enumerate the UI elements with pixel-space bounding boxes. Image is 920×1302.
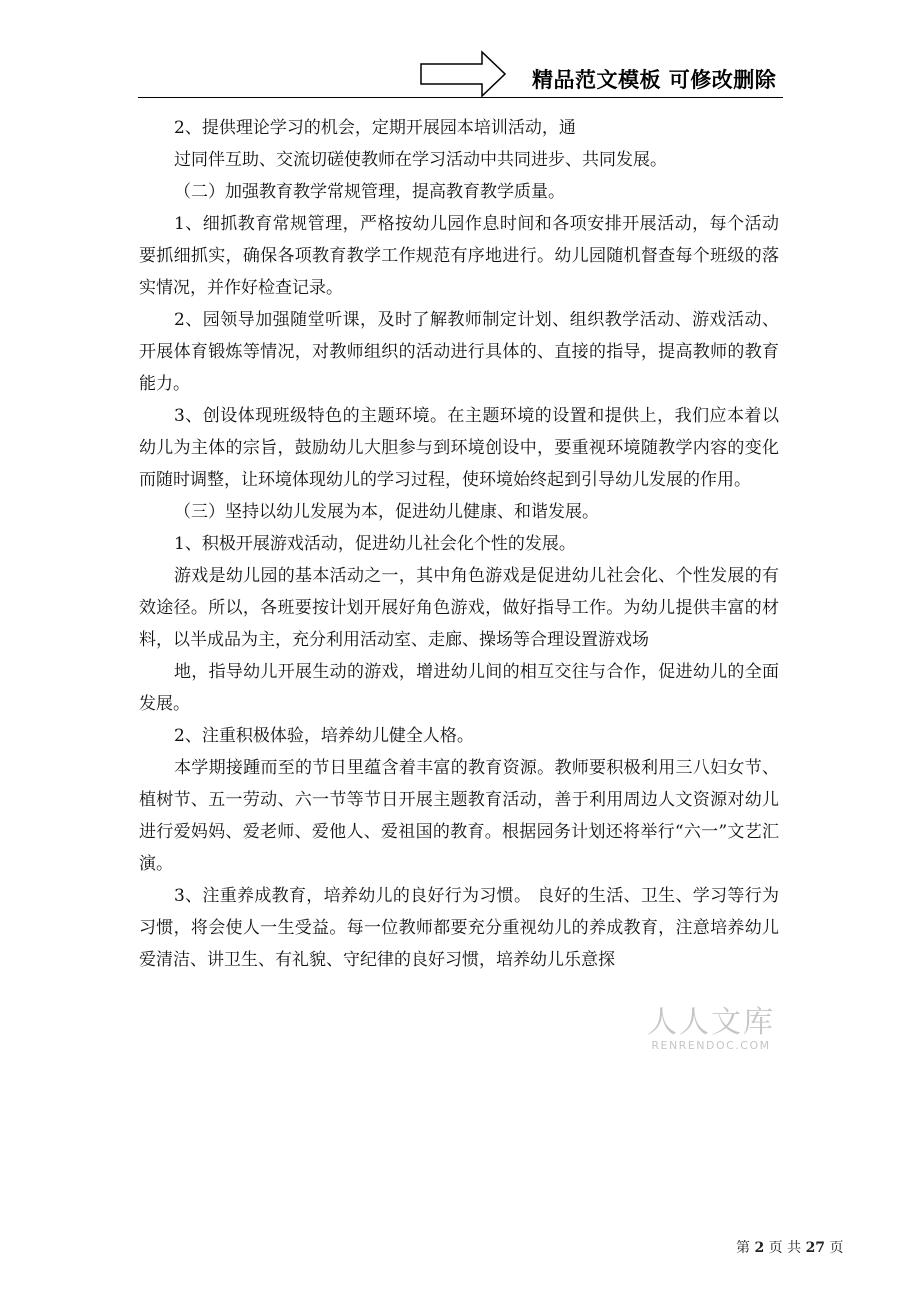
paragraph: 地，指导幼儿开展生动的游戏，增进幼儿间的相互交往与合作，促进幼儿的全面发展。 (139, 662, 779, 714)
page-footer (736, 1237, 844, 1257)
header-divider (138, 97, 783, 98)
paragraph: 2、园领导加强随堂听课，及时了解教师制定计划、组织教学活动、游戏活动、开展体育锻炼等情况，对教师组织的活动进行具体的、直接的指导，提高教师的教育能力。 (139, 310, 779, 394)
paragraph: 游戏是幼儿园的基本活动之一，其中角色游戏是促进幼儿社会化、个性发展的有效途径。所以，各班要按计划开展好角色游戏，做好指导工作。为幼儿提供丰富的材料，以半成品为主，充分利用活动室、走廊、操场等合理设置游戏场 (139, 566, 779, 650)
page-header (0, 0, 920, 100)
arrow-right-icon (420, 50, 506, 98)
footer-prefix: 第 (736, 1240, 750, 1256)
paragraph: 2、提供理论学习的机会，定期开展园本培训活动，通 (174, 118, 576, 138)
footer-middle: 页 共 (768, 1240, 802, 1256)
paragraph: 本学期接踵而至的节日里蕴含着丰富的教育资源。教师要积极利用三八妇女节、植树节、五一劳动、六一节等节日开展主题教育活动，善于利用周边人文资源对幼儿进行爱妈妈、爱老师、爱他人、爱祖国的教育。根据园务计划还将举行“六一”文艺汇演。 (139, 758, 779, 874)
section-heading: （三）坚持以幼儿发展为本，促进幼儿健康、和谐发展。 (174, 502, 599, 522)
paragraph: 2、注重积极体验，培养幼儿健全人格。 (174, 726, 474, 746)
paragraph: 1、积极开展游戏活动，促进幼儿社会化个性的发展。 (174, 534, 576, 554)
current-page-number: 2 (754, 1240, 765, 1256)
document-body (139, 112, 779, 976)
watermark-subtitle: RENRENDOC.COM (651, 1039, 771, 1052)
total-page-count: 27 (805, 1240, 826, 1256)
footer-suffix: 页 (829, 1240, 844, 1256)
paragraph: 3、注重养成教育，培养幼儿的良好行为习惯。 良好的生活、卫生、学习等行为习惯，将会使人一生受益。每一位教师都要充分重视幼儿的养成教育，注意培养幼儿爱清洁、讲卫生、有礼貌、守纪律的良好习惯，培养幼儿乐意探 (139, 886, 779, 970)
watermark-logo (646, 1006, 776, 1052)
section-heading: （二）加强教育教学常规管理，提高教育教学质量。 (174, 182, 565, 202)
watermark-title: 人人文库 (647, 1005, 775, 1040)
paragraph: 3、创设体现班级特色的主题环境。在主题环境的设置和提供上，我们应本着以幼儿为主体的宗旨，鼓励幼儿大胆参与到环境创设中，要重视环境随教学内容的变化而随时调整，让环境体现幼儿的学习过程，使环境始终起到引导幼儿发展的作用。 (139, 406, 779, 490)
paragraph: 1、细抓教育常规管理，严格按幼儿园作息时间和各项安排开展活动，每个活动要抓细抓实，确保各项教育教学工作规范有序地进行。幼儿园随机督查每个班级的落实情况，并作好检查记录。 (139, 214, 779, 298)
header-title: 精品范文模板 可修改删除 (532, 68, 777, 92)
paragraph: 过同伴互助、交流切磋使教师在学习活动中共同进步、共同发展。 (174, 150, 667, 170)
